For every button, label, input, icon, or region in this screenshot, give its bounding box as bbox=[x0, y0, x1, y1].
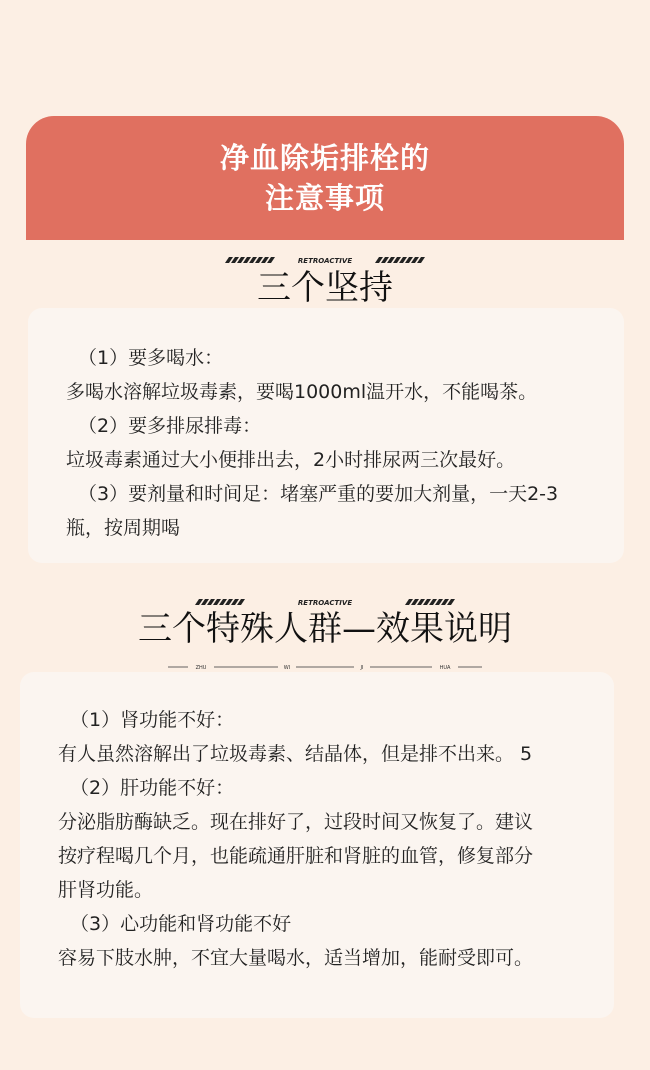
section1-card bbox=[28, 308, 624, 563]
section1-line: 垃圾毒素通过大小便排出去，2小时排尿两三次最好。 bbox=[66, 449, 516, 471]
svg-text:ZHU: ZHU bbox=[195, 665, 207, 671]
section1-title: 三个坚持 bbox=[257, 268, 393, 308]
svg-text:JI: JI bbox=[360, 665, 364, 671]
header-title-line2: 注意事项 bbox=[264, 181, 385, 215]
section2-line: （2）肝功能不好： bbox=[70, 777, 235, 799]
section1-badge-decoration bbox=[0, 253, 650, 267]
section2-line: 有人虽然溶解出了垃圾毒素、结晶体，但是排不出来。 5 bbox=[58, 743, 533, 765]
section2-line: 按疗程喝几个月，也能疏通肝脏和肾脏的血管，修复部分 bbox=[58, 845, 534, 867]
section2-line: 肝肾功能。 bbox=[58, 879, 154, 901]
section2-line: 容易下肢水肿，不宜大量喝水，适当增加，能耐受即可。 bbox=[58, 947, 534, 969]
badge-text: RETROACTIVE bbox=[297, 257, 353, 265]
header-banner bbox=[26, 116, 624, 240]
section1-line: 多喝水溶解垃圾毒素，要喝1000ml温开水，不能喝茶。 bbox=[66, 381, 538, 403]
section2-title: 三个特殊人群—效果说明 bbox=[138, 609, 512, 649]
section2-card bbox=[20, 672, 614, 1018]
svg-text:WI: WI bbox=[283, 665, 291, 671]
section1-line: （3）要剂量和时间足：堵塞严重的要加大剂量，一天2-3 bbox=[78, 483, 559, 505]
section2-divider bbox=[0, 662, 650, 672]
badge-text: RETROACTIVE bbox=[297, 599, 353, 607]
section1-line: 瓶，按周期喝 bbox=[66, 517, 181, 539]
section2-line: （1）肾功能不好： bbox=[70, 709, 235, 731]
header-title-line1: 净血除垢排栓的 bbox=[219, 141, 430, 175]
section1-line: （2）要多排尿排毒： bbox=[78, 415, 262, 437]
section1-line: （1）要多喝水： bbox=[78, 347, 224, 369]
section2-line: （3）心功能和肾功能不好 bbox=[70, 913, 292, 935]
section2-line: 分泌脂肪酶缺乏。现在排好了，过段时间又恢复了。建议 bbox=[58, 811, 534, 833]
svg-text:HUA: HUA bbox=[439, 665, 451, 671]
